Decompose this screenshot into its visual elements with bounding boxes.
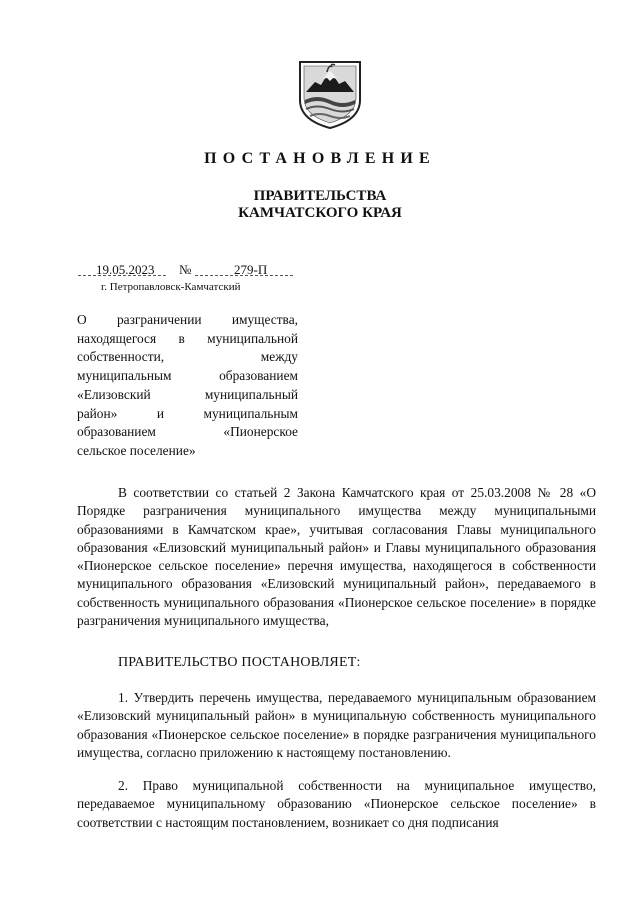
subject-line: муниципальным образованием [77, 368, 298, 384]
item-2-paragraph: 2. Право муниципальной собственности на муниципальное имущество, передаваемое муниципальному образованию «Пионерское сельское поселение» в соответствии с настоящим постановлением, возникает со дня подписания [77, 778, 596, 830]
subject-line: О разграничении имущества, [77, 312, 298, 327]
government-name-line1: ПРАВИТЕЛЬСТВА [253, 188, 387, 204]
subject-line: район» и муниципальным [77, 405, 298, 421]
subject-line: сельское поселение» [77, 442, 196, 458]
subject-line: «Елизовский муниципальный [77, 386, 298, 402]
subject-line: находящегося в муниципальной [77, 330, 298, 346]
document-date: 19.05.2023 [96, 262, 155, 277]
document-subject [77, 311, 298, 461]
subject-line: собственности, между [77, 349, 298, 365]
number-sign: № [179, 262, 192, 277]
document-city: г. Петропавловск-Камчатский [101, 281, 241, 293]
number-underline [195, 275, 293, 276]
document-number: 279-П [234, 262, 268, 277]
document-title: ПОСТАНОВЛЕНИЕ [204, 150, 436, 167]
subject-line: образованием «Пионерское [77, 424, 298, 440]
kamchatka-coat-of-arms-icon [297, 60, 363, 130]
preamble-text: В соответствии со статьей 2 Закона Камчатского края от 25.03.2008 № 28 «О Порядке разграничения муниципального имущества между муниципальными образованиями в Камчатском крае», учитывая согласования Главы муниципального образования «Елизовский муниципальный район» и Главы муниципального образования «Пионерское сельское поселение» перечня имущества, находящегося в собственности муниципального образования «Елизовский муниципальный район», передаваемого в собственность муниципального образования «Пионерское сельское поселение» в порядке разграничения муниципального имущества, [77, 485, 596, 629]
decree-heading: ПРАВИТЕЛЬСТВО ПОСТАНОВЛЯЕТ: [118, 655, 361, 670]
registration-line [78, 262, 293, 276]
preamble-paragraph [77, 484, 596, 630]
date-underline [78, 275, 166, 276]
government-name-line2: КАМЧАТСКОГО КРАЯ [238, 205, 402, 221]
item-1-paragraph: 1. Утвердить перечень имущества, передаваемого муниципальным образованием «Елизовский муниципальный район» в муниципальную собственность муниципального образования «Пионерское сельское поселение» в порядке разграничения муниципального имущества, согласно приложению к настоящему постановлению. [77, 690, 596, 760]
